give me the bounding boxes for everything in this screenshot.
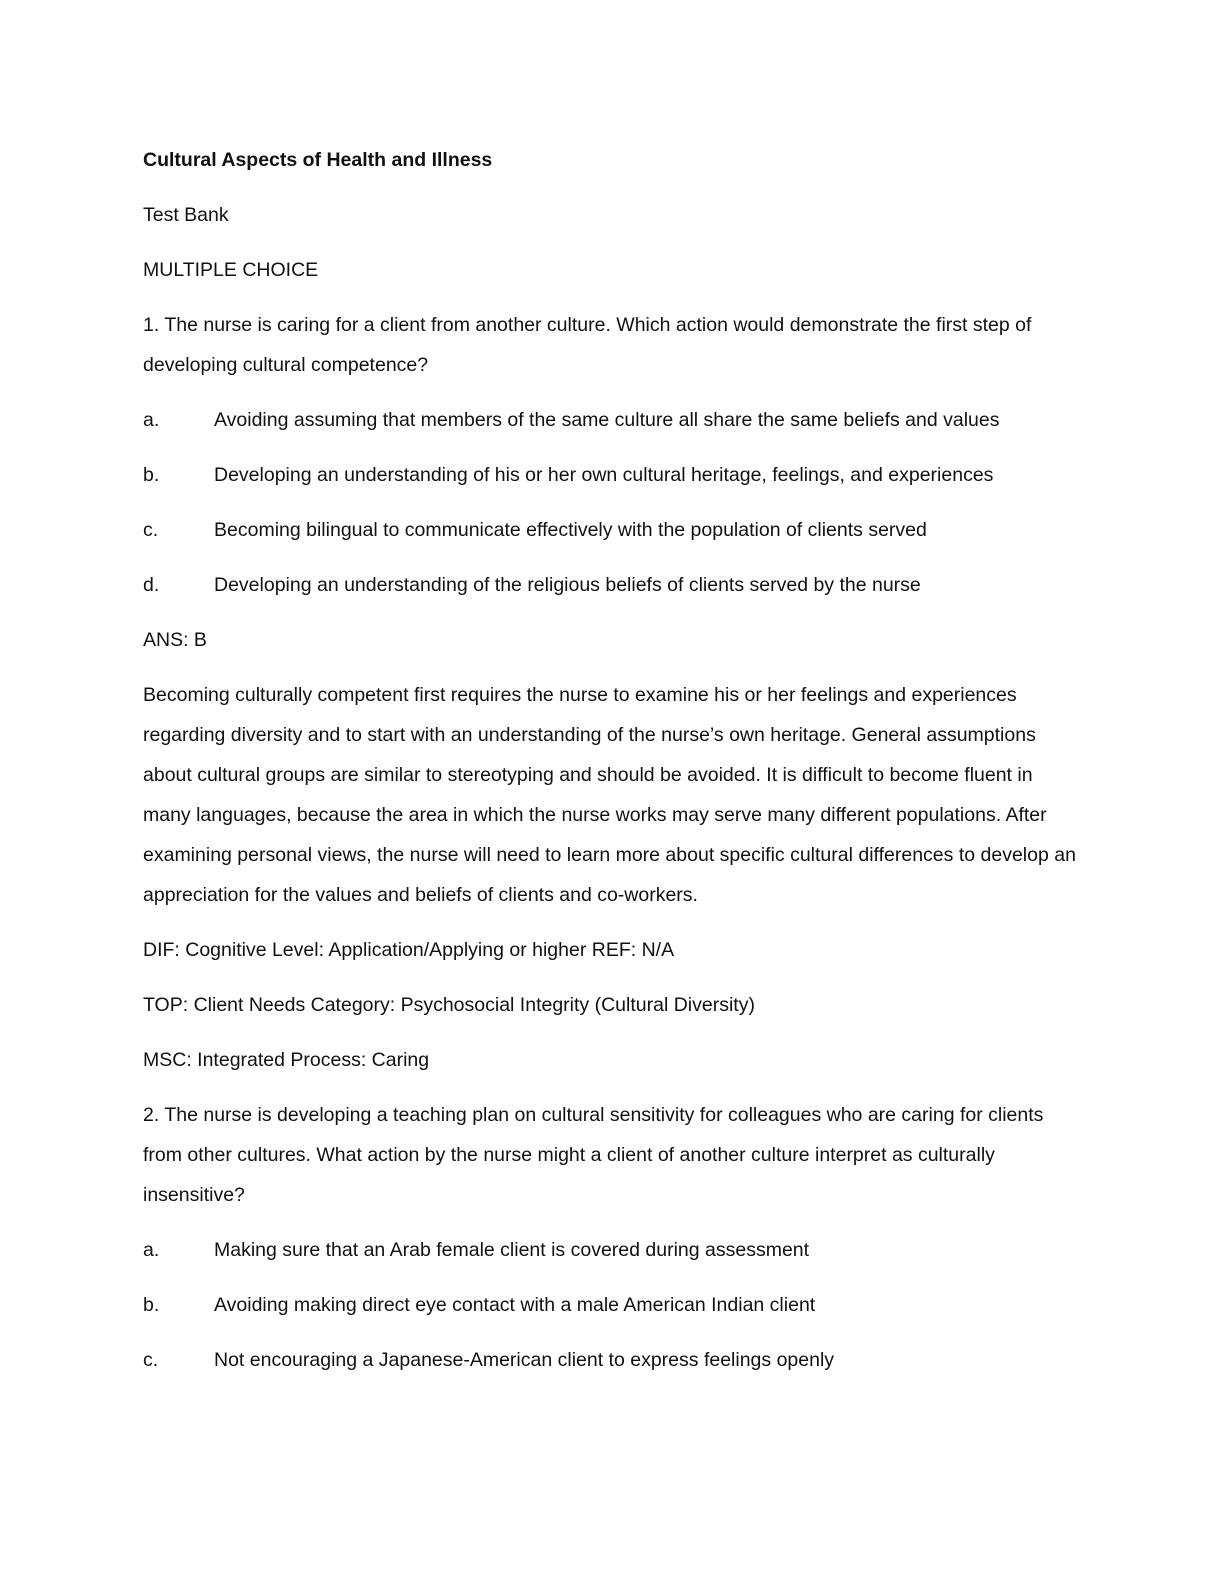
question-1-option-a xyxy=(143,400,1083,440)
option-letter: a. xyxy=(143,409,160,431)
document-page xyxy=(143,140,1083,1395)
question-1-option-c xyxy=(143,510,1083,550)
option-letter: b. xyxy=(143,464,160,486)
option-text: Not encouraging a Japanese-American client to express feelings openly xyxy=(214,1349,835,1371)
option-letter: a. xyxy=(143,1239,160,1261)
question-2-option-a xyxy=(143,1230,1083,1270)
option-text: Developing an understanding of his or her own cultural heritage, feelings, and experiences xyxy=(214,464,994,486)
question-1-top: TOP: Client Needs Category: Psychosocial Integrity (Cultural Diversity) xyxy=(143,994,755,1016)
option-text: Developing an understanding of the religious beliefs of clients served by the nurse xyxy=(214,574,921,596)
option-letter: d. xyxy=(143,574,160,596)
document-title: Cultural Aspects of Health and Illness xyxy=(143,149,493,171)
question-1-stem: 1. The nurse is caring for a client from another culture. Which action would demonstrate the first step of developing cultural competence? xyxy=(143,314,1032,376)
option-letter: c. xyxy=(143,1349,159,1371)
option-letter: c. xyxy=(143,519,159,541)
question-1-msc: MSC: Integrated Process: Caring xyxy=(143,1049,430,1071)
question-1-dif: DIF: Cognitive Level: Application/Applying or higher REF: N/A xyxy=(143,939,675,961)
option-text: Avoiding assuming that members of the same culture all share the same beliefs and values xyxy=(214,409,1000,431)
question-1-rationale: Becoming culturally competent first requires the nurse to examine his or her feelings and experiences regarding diversity and to start with an understanding of the nurse’s own heritage. General assumptions about cultural groups are similar to stereotyping and should be avoided. It is difficult to become fluent in many languages, because the area in which the nurse works may serve many different populations. After examining personal views, the nurse will need to learn more about specific cultural differences to develop an appreciation for the values and beliefs of clients and co-workers. xyxy=(143,684,1076,906)
question-2-option-c xyxy=(143,1340,1083,1380)
option-text: Avoiding making direct eye contact with a male American Indian client xyxy=(214,1294,816,1316)
option-letter: b. xyxy=(143,1294,160,1316)
option-text: Becoming bilingual to communicate effectively with the population of clients served xyxy=(214,519,927,541)
document-subtitle: Test Bank xyxy=(143,204,229,226)
question-1-option-d xyxy=(143,565,1083,605)
option-text: Making sure that an Arab female client is covered during assessment xyxy=(214,1239,810,1261)
section-heading: MULTIPLE CHOICE xyxy=(143,259,319,281)
question-2-option-b xyxy=(143,1285,1083,1325)
question-1-option-b xyxy=(143,455,1083,495)
question-1-answer: ANS: B xyxy=(143,629,207,651)
question-2-stem: 2. The nurse is developing a teaching plan on cultural sensitivity for colleagues who are caring for clients from other cultures. What action by the nurse might a client of another culture interpret as culturally insensitive? xyxy=(143,1104,1044,1206)
